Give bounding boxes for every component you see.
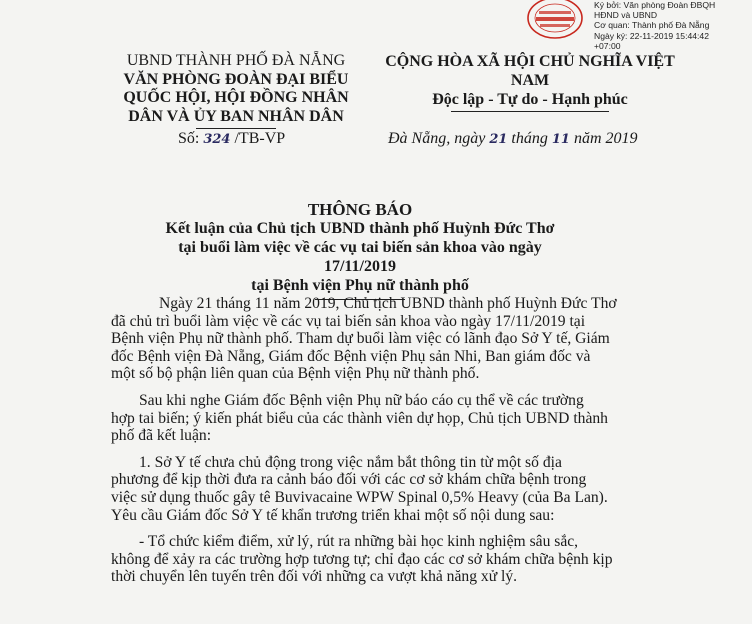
text-line: phương để kịp thời đưa ra cảnh báo đối với các cơ sở khám chữa bệnh trong	[111, 471, 587, 489]
signature-line: Ký bởi: Văn phòng Đoàn ĐBQH	[594, 0, 716, 10]
document-date	[388, 130, 638, 148]
issuing-agency-header	[110, 52, 362, 129]
text-line: Sau khi nghe Giám đốc Bệnh viện Phụ nữ báo cáo cụ thể về các trường	[139, 391, 584, 409]
date-month: 11	[551, 132, 570, 147]
agency-line-4: DÂN VÀ ỦY BAN NHÂN DÂN	[128, 107, 344, 125]
document-title	[150, 200, 570, 300]
motto: Độc lập - Tự do - Hạnh phúc	[432, 91, 628, 108]
text-line: Ngày 21 tháng 11 năm 2019, Chủ tịch UBND thành phố Huỳnh Đức Thơ	[159, 295, 617, 312]
number-value: 324	[203, 132, 231, 147]
agency-line-2: VĂN PHÒNG ĐOÀN ĐẠI BIỂU	[123, 70, 349, 88]
text-line: 1. Sở Y tế chưa chủ động trong việc nắm bắt thông tin từ một số địa	[139, 453, 562, 471]
title-heading: THÔNG BÁO	[307, 200, 413, 219]
text-line: một số bộ phận liên quan của Bệnh viện Phụ nữ thành phố.	[111, 365, 480, 383]
text-line: Yêu cầu Giám đốc Sở Y tế khẩn trương triển khai một số nội dung sau:	[111, 506, 555, 524]
text-line: thời chuyển lên tuyến trên đối với những ca vượt khả năng xử lý.	[111, 568, 518, 586]
number-suffix: /TB-VP	[234, 130, 286, 147]
agency-line-3: QUỐC HỘI, HỘI ĐỒNG NHÂN	[123, 89, 349, 106]
text-line: không để xảy ra các trường hợp tương tự; chỉ đạo các cơ sở khám chữa bệnh kịp	[111, 550, 613, 568]
paragraph-2	[111, 392, 671, 445]
text-line: việc sử dụng thuốc gây tê Buvivacaine WPW Spinal 0,5% Heavy (của Ba Lan).	[111, 488, 608, 506]
motto-underline	[451, 111, 609, 112]
text-line: Bệnh viện Phụ nữ thành phố. Tham dự buổi làm việc có lãnh đạo Sở Y tế, Giám	[111, 330, 610, 348]
signature-line: Ngày ký: 22-11-2019 15:44:42	[594, 30, 709, 41]
signature-line: HĐND và UBND	[594, 10, 658, 21]
title-line-3: tại buổi làm việc về các vụ tai biến sản khoa vào ngày 17/11/2019	[178, 239, 542, 275]
paragraph-1	[111, 295, 671, 383]
agency-line-1: UBND THÀNH PHỐ ĐÀ NẴNG	[126, 52, 346, 69]
text-line: đã chủ trì buổi làm việc về các vụ tai biến sản khoa vào ngày 17/11/2019 tại	[111, 312, 586, 330]
date-year: năm 2019	[573, 130, 638, 147]
national-motto-header	[365, 52, 695, 112]
title-line-4: tại Bệnh viện Phụ nữ thành phố	[251, 277, 469, 294]
signature-line: Cơ quan: Thành phố Đà Nẵng	[594, 20, 710, 31]
signature-metadata	[594, 0, 752, 51]
digital-signature-stamp	[526, 0, 584, 40]
signature-line: +07:00	[594, 40, 621, 51]
country-name: CỘNG HÒA XÃ HỘI CHỦ NGHĨA VIỆT NAM	[385, 53, 675, 89]
title-line-2: Kết luận của Chủ tịch UBND thành phố Huỳnh Đức Thơ	[165, 220, 555, 237]
date-prefix: Đà Nẵng, ngày	[388, 130, 486, 147]
text-line: phố đã kết luận:	[111, 427, 212, 445]
date-month-label: tháng	[511, 130, 548, 147]
paragraph-3	[111, 454, 671, 524]
document-body	[111, 295, 671, 595]
text-line: hợp tai biến; ý kiến phát biểu của các thành viên dự họp, Chủ tịch UBND thành	[111, 409, 608, 427]
text-line: đốc Bệnh viện Đà Nẵng, Giám đốc Bệnh viện Phụ sản Nhi, Ban giám đốc và	[111, 347, 591, 365]
text-line: - Tổ chức kiểm điểm, xử lý, rút ra những bài học kinh nghiệm sâu sắc,	[139, 533, 579, 551]
agency-underline	[196, 128, 276, 129]
number-prefix: Số:	[178, 130, 200, 147]
date-day: 21	[489, 132, 508, 147]
document-number	[178, 130, 285, 148]
paragraph-4	[111, 533, 671, 586]
